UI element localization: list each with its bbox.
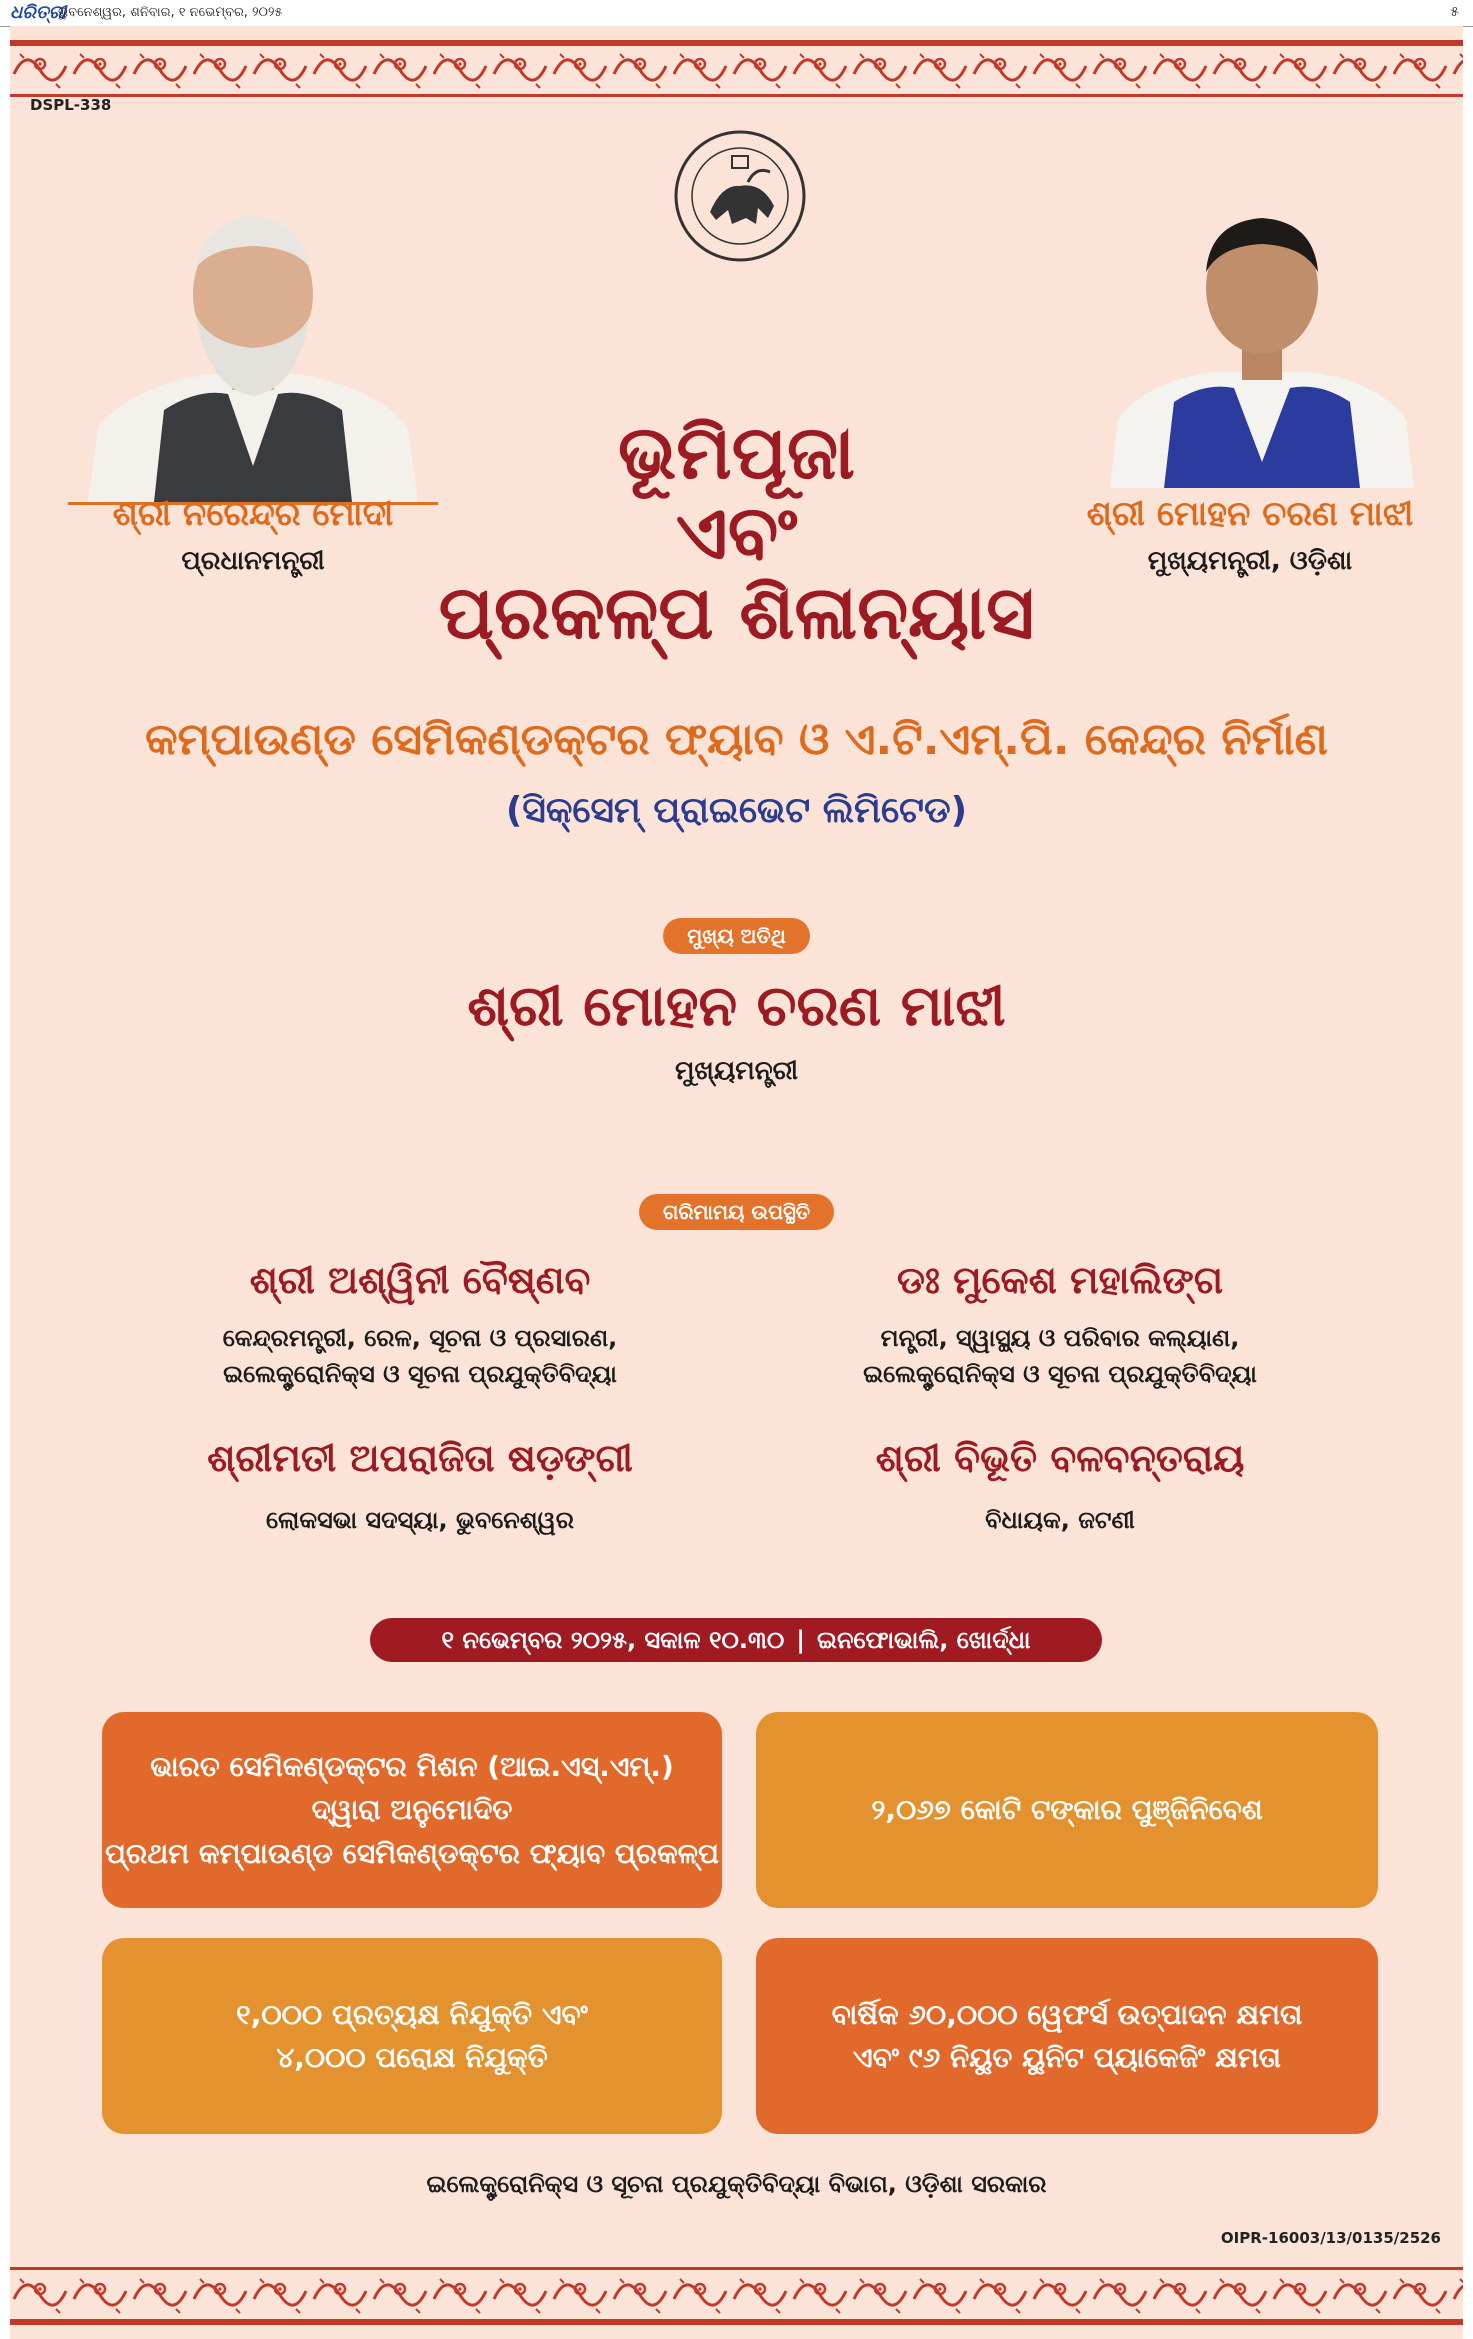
highlight-line: ପ୍ରଥମ କମ୍ପାଉଣ୍ଡ ସେମିକଣ୍ଡକ୍ଟର ଫ୍ୟାବ ପ୍ରକଳ୍ପ	[105, 1836, 719, 1870]
dignitary-role-line: ଇଲେକ୍ଟ୍ରୋନିକ୍ସ ଓ ସୂଚନା ପ୍ରଯୁକ୍ତିବିଦ୍ୟା	[863, 1360, 1257, 1388]
highlight-line: ୪,୦୦୦ ପରୋକ୍ଷ ନିଯୁକ୍ତି	[276, 2041, 548, 2074]
highlight-box	[102, 1938, 722, 2134]
dignitary-role-line: କେନ୍ଦ୍ରମନ୍ତ୍ରୀ, ରେଳ, ସୂଚନା ଓ ପ୍ରସାରଣ,	[222, 1324, 618, 1352]
event-title	[10, 410, 1463, 656]
chief-guest-name: ଶ୍ରୀ ମୋହନ ଚରଣ ମାଝୀ	[467, 974, 1006, 1039]
left-leader-title: ପ୍ରଧାନମନ୍ତ୍ରୀ	[181, 546, 325, 576]
dignitary-role	[710, 1502, 1410, 1538]
highlight-line: ଏବଂ ୯୬ ନିୟୁତ ୟୁନିଟ ପ୍ୟାକେଜିଂ କ୍ଷମତା	[853, 2041, 1281, 2074]
dignitary-name: ଡଃ ମୁକେଶ ମହାଲିଙ୍ଗ	[896, 1258, 1224, 1302]
event-date-time: ୧ ନଭେମ୍ବର ୨୦୨୫, ସକାଳ ୧୦.୩୦	[441, 1626, 785, 1654]
dignitary-role-line: ବିଧାୟକ, ଜଟଣୀ	[985, 1506, 1135, 1534]
dignitary-name: ଶ୍ରୀ ବିଭୂତି ବଳବନ୍ତରାୟ	[875, 1436, 1245, 1480]
ad-code-top: DSPL-338	[30, 96, 112, 114]
dignitary-role-line: ଇଲେକ୍ଟ୍ରୋନିକ୍ସ ଓ ସୂଚନା ପ୍ରଯୁକ୍ତିବିଦ୍ୟା	[223, 1360, 617, 1388]
highlight-line: ବାର୍ଷିକ ୬୦,୦୦୦ ୱେଫର୍ସ ଉତ୍ପାଦନ କ୍ଷମତା	[831, 1997, 1303, 2031]
right-leader-title: ମୁଖ୍ୟମନ୍ତ୍ରୀ, ଓଡ଼ିଶା	[1147, 546, 1353, 576]
dignitary-name: ଶ୍ରୀ ଅଶ୍ୱିନୀ ବୈଷ୍ଣବ	[249, 1258, 591, 1302]
chief-guest-label-wrap	[10, 918, 1463, 954]
right-leader-name: ଶ୍ରୀ ମୋହନ ଚରଣ ମାଝୀ	[1086, 494, 1414, 534]
newspaper-logo: ଧରିତ୍ରୀ	[10, 2, 67, 23]
title-line-2: ଏବଂ	[675, 489, 798, 576]
highlight-box	[756, 1938, 1378, 2134]
event-date-venue-bar	[370, 1618, 1102, 1662]
masthead-date: ଭୁବନେଶ୍ୱର, ଶନିବାର, ୧ ନଭେମ୍ବର, ୨୦୨୫	[58, 5, 283, 20]
odisha-government-emblem-icon	[670, 126, 810, 266]
project-subtitle: କମ୍ପାଉଣ୍ଡ ସେମିକଣ୍ଡକ୍ଟର ଫ୍ୟାବ ଓ ଏ.ଟି.ଏମ୍.ପି. କେନ୍ଦ୍ର ନିର୍ମାଣ	[145, 714, 1328, 765]
title-line-1: ଭୂମିପୂଜା	[618, 410, 855, 496]
highlight-line: ଭାରତ ସେମିକଣ୍ଡକ୍ଟର ମିଶନ (ଆଇ.ଏସ୍.ଏମ୍.)	[150, 1749, 674, 1783]
decorative-border-bottom	[10, 2265, 1463, 2325]
chief-guest-title: ମୁଖ୍ୟମନ୍ତ୍ରୀ	[674, 1056, 799, 1086]
dignitary-name: ଶ୍ରୀମତୀ ଅପରାଜିତା ଷଡ଼ଙ୍ଗୀ	[207, 1436, 633, 1480]
dignitaries-label-wrap	[10, 1194, 1463, 1230]
dignitary-role-line: ମନ୍ତ୍ରୀ, ସ୍ୱାସ୍ଥ୍ୟ ଓ ପରିବାର କଲ୍ୟାଣ,	[880, 1324, 1240, 1352]
ad-code-bottom: OIPR-16003/13/0135/2526	[1220, 2229, 1441, 2247]
highlight-line: ୨,୦୬୭ କୋଟି ଟଙ୍କାର ପୁଞ୍ଜିନିବେଶ	[871, 1793, 1263, 1827]
decorative-border-top	[10, 40, 1463, 100]
left-leader-name: ଶ୍ରୀ ନରେନ୍ଦ୍ର ମୋଦୀ	[112, 494, 394, 534]
dignitaries-label: ଗରିମାମୟ ଉପସ୍ଥିତି	[639, 1194, 834, 1230]
dignitary-role	[710, 1320, 1410, 1392]
dignitary-role	[70, 1320, 770, 1392]
advertisement	[10, 26, 1463, 2339]
company-name: (ସିକ୍ସେମ୍ ପ୍ରାଇଭେଟ ଲିମିଟେଡ)	[505, 790, 968, 831]
highlight-line: ଦ୍ୱାରା ଅନୁମୋଦିତ	[311, 1793, 513, 1827]
dignitary-role	[70, 1502, 770, 1538]
page-number: ୫	[1450, 4, 1459, 20]
event-venue: ଇନଫୋଭାଲି, ଖୋର୍ଦ୍ଧା	[817, 1626, 1031, 1654]
highlight-box	[102, 1712, 722, 1908]
dignitary-role-line: ଲୋକସଭା ସଦସ୍ୟା, ଭୁବନେଶ୍ୱର	[266, 1506, 574, 1534]
event-separator: |	[796, 1626, 805, 1654]
highlight-box	[756, 1712, 1378, 1908]
title-line-3: ପ୍ରକଳ୍ପ ଶିଳାନ୍ୟାସ	[438, 569, 1035, 656]
highlight-line: ୧,୦୦୦ ପ୍ରତ୍ୟକ୍ଷ ନିଯୁକ୍ତି ଏବଂ	[236, 1997, 588, 2031]
chief-guest-label: ମୁଖ୍ୟ ଅତିଥି	[663, 918, 809, 954]
newspaper-masthead	[0, 0, 1473, 27]
issuing-department: ଇଲେକ୍ଟ୍ରୋନିକ୍ସ ଓ ସୂଚନା ପ୍ରଯୁକ୍ତିବିଦ୍ୟା ବିଭାଗ, ଓଡ଼ିଶା ସରକାର	[426, 2170, 1047, 2198]
